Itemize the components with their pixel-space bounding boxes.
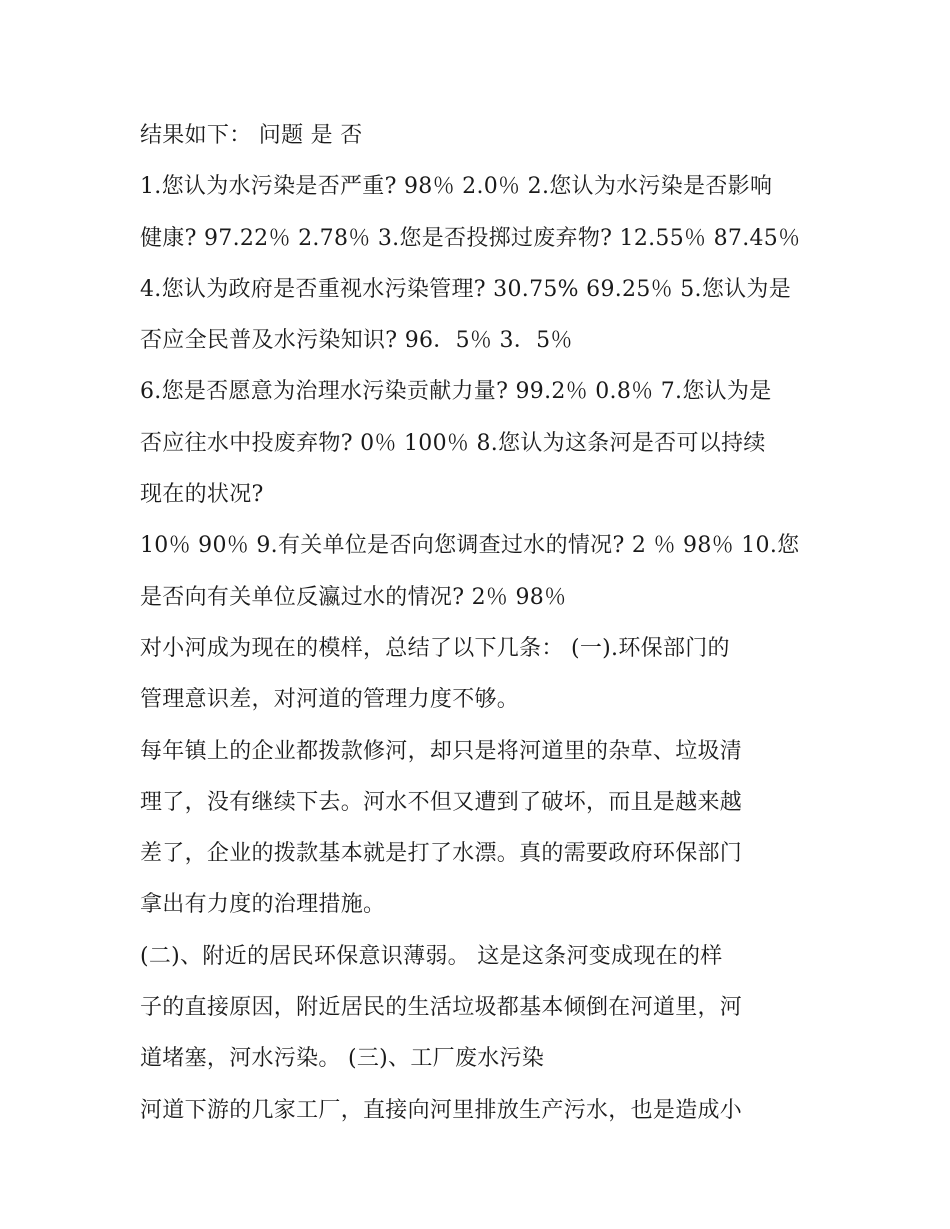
text-line: 否应全民普及水污染知识? 96．5％ 3．5％: [140, 328, 573, 354]
text-line: 否应往水中投废弃物? 0％ 100％ 8.您认为这条河是否可以持续: [140, 430, 766, 456]
document-body: [140, 110, 820, 1136]
text-line: 差了，企业的拨款基本就是打了水漂。真的需要政府环保部门: [140, 841, 743, 867]
text-line: 每年镇上的企业都拨款修河，却只是将河道里的杂草、垃圾清: [140, 738, 743, 764]
text-line: 拿出有力度的治理措施。: [140, 892, 386, 918]
text-line: 河道下游的几家工厂，直接向河里排放生产污水，也是造成小: [140, 1097, 743, 1123]
text-line: 4.您认为政府是否重视水污染管理? 30.75% 69.25％ 5.您认为是: [140, 276, 792, 302]
text-line: 对小河成为现在的模样，总结了以下几条： (一).环保部门的: [140, 635, 730, 661]
text-line: 6.您是否愿意为治理水污染贡献力量? 99.2％ 0.8％ 7.您认为是: [140, 379, 772, 405]
text-line: 1.您认为水污染是否严重? 98％ 2.0％ 2.您认为水污染是否影响: [140, 174, 773, 200]
text-line: 理了，没有继续下去。河水不但又遭到了破坏，而且是越来越: [140, 789, 743, 815]
text-line: 道堵塞，河水污染。 (三)、工厂废水污染: [140, 1046, 545, 1072]
text-line: 现在的状况?: [140, 482, 264, 508]
text-line: 健康? 97.22％ 2.78％ 3.您是否投掷过废弃物? 12.55％ 87.45％: [140, 225, 801, 251]
text-line: 是否向有关单位反瀛过水的情况? 2％ 98％: [140, 584, 567, 610]
text-line: 子的直接原因，附近居民的生活垃圾都基本倾倒在河道里，河: [140, 995, 743, 1021]
text-line: (二)、附近的居民环保意识薄弱。 这是这条河变成现在的样: [140, 943, 723, 969]
text-line: 管理意识差，对河道的管理力度不够。: [140, 687, 520, 713]
text-line: 结果如下： 问题 是 否: [140, 123, 363, 148]
text-line: 10％ 90％ 9.有关单位是否向您调查过水的情况? 2 ％ 98％ 10.您: [140, 533, 800, 559]
